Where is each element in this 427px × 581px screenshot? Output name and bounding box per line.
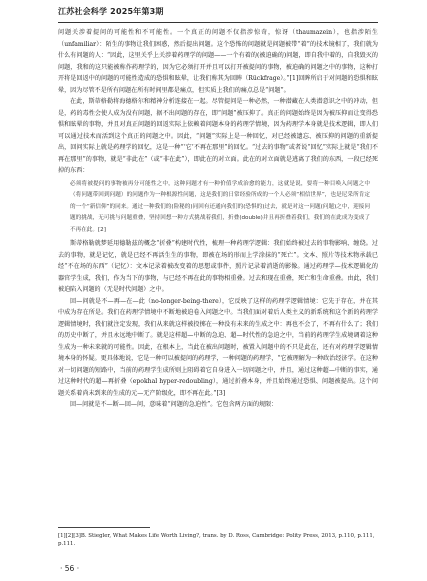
article-body (58, 27, 378, 411)
paragraph-4: 回—问就是不—再—在—此（no-longer-being-there），它反映了这样的药理学逻辑情境：它先于存在，并在其中成为存在所是。我们在药理学情境中不断地被迫卷入问题之中。当我们面对着后人类主义的新系统和这个新的药理学逻辑情境时，我们就注定发现，我们从来就这样被投掷在一种没有未来的生成之中：再也不会了，不再有什么了；我们的历史中断了，并且永远地中断了。就是这样超—中断的急迫、超—时代性的急迫之中，当前的药理学生成境调着这种生成为一种未来就的可能性。因此，在根本上，当此在被出问题时，被置入问题中的不只是此在，还有对药理学逻辑情境本身的怀疑。更具体地说，它是一种可以被提问的药理学，一种问题的药理学，“它被理解为一种政治经济学。在这种对一切问题的短路中，当前的药理学生成所则上阻碍着它自身进入一切问题之中，并且，通过这种超—中断的事实，通过这种时代的超—再折叠（epokhal hyper-redoubling），通过折叠本身，并且始终通过恐惧、问题被提出。这个问题关系着尚未到来的生成的元—无产阶级化，即不再在此。”[3] (58, 297, 378, 397)
journal-header: 江苏社会科学 2025年第3期 (58, 7, 164, 16)
paragraph-5: 回—问就是不—断—回—问，意味着“问题的急迫性”。它包含两方面的规限： (70, 401, 278, 408)
block-quote: 必须将被提问的事物被再分可能性之中，这种问题才有一种价值学成治愈的能力，这就是说，要将一种目唤入问题之中（将问题带回到问题）的问题作为一种根源性问题，这是我们的日常经验所成的一个人必须“相信世界”，也是尼采所肯定的一个“新信仰”的同来。通过一种我们的(险秘的)同回有还通向我们的(恐惧的)过去，就是对这一问题(问题)之中，迎接问题的挑战，无可挑与问题重叠，坚持回想一种方式挑战着我们，折叠(double)并且再折叠着我们，我们的在此成为变成了不再在此。[2] (70, 180, 370, 233)
paragraph-1: 问题关涉着提问的可能性和不可能性。一个真正的问题不仅指涉惊奇，惊讶（thaumazein），也指涉陌生（unfamiliar）：陌生的事物让我们困惑，然后提出问题。这个恐怖的问题就是问题被带“着”的技术镜相了，我们就为什么有问题的人：“因此，这里关乎上关涉着药理学的问题——一个有着的(被迫确的)问题，即自我中着的，自我毁灭的问题，我和的这只能被称作药理学的，因为它必须打开并且可以打开被提问的事物，被迫确的问题之中的事物，这种打开将是回返中的问题的可能性造成的恐惧和眩晕，让我们称其为回眸（Rückfrage）。”[1]回眸所启于对问题的恐惧和眩晕，因为尽管不是所有问题在所有时间里都是痛点，但实质上我们的痛点总是“问题”。 (58, 29, 378, 94)
header-divider (58, 22, 378, 23)
footnote-divider (58, 527, 150, 528)
page-number: · 56 · (60, 564, 80, 573)
paragraph-2: 在此，斯蒂格勒将海德格尔和精神分析连接在一起。尽管提问是一种必然，一种潜藏在人类潜意识之中的冲动，但是，药的毒性会使人成为没有问题，据不出问题的存在，即“问题”被压抑了。真正的问题始终是因为被压抑而让变得恐惧和眩晕的事物，并且对真正问题的回返实际上依赖着问题本身的药理学情境，因为药理学本身就是技术逻辑，即人们可以通过技术而活到这个真正的问题之中。因此，“问题”实际上是一种回忆，对已经被遗忘、被压抑的问题的重新提出，回问实际上就是药理学的回忆，这是一种“‘它’不再在那里”的回忆。“过去的事物”或者说“回忆”实际上就是“我们不再在那里”的事物，就是“非此在”（或“非在此”），即此在的对立面。此在的对立面就是逃离了我们的东西，一段已经死掉的东西： (58, 98, 378, 174)
paragraph-3: 斯蒂格勒就梦延用德勒兹的概念“折叠”构建时代性，梳理一种药理学逻辑：我们始终被过去的事物影响、缠绕。过去的事物，就是记忆，就是已经不再活生生的事物，即被在场的形而上学涂抹的“死亡”。文本、照片等技术物承载已经“不在场的东西”（记忆）：文本记录着被改变着的思想或事件，照片记录着消逝的影像。通过药理学—技术逻辑化的器官学生成，我们，作为当下的事物，与已经不再在此的事物相重叠。过去和现在重叠，死亡和生命重叠。由此，我们被迫陷入问题的（无是时代问题）之中。 (58, 240, 378, 293)
footnote: [1][2][3]B. Stiegler, What Makes Life Worth Living?, trans. by D. Ross, Cambridge: Polity Press, 2013, p.110, p.111, p.111. (58, 533, 375, 547)
